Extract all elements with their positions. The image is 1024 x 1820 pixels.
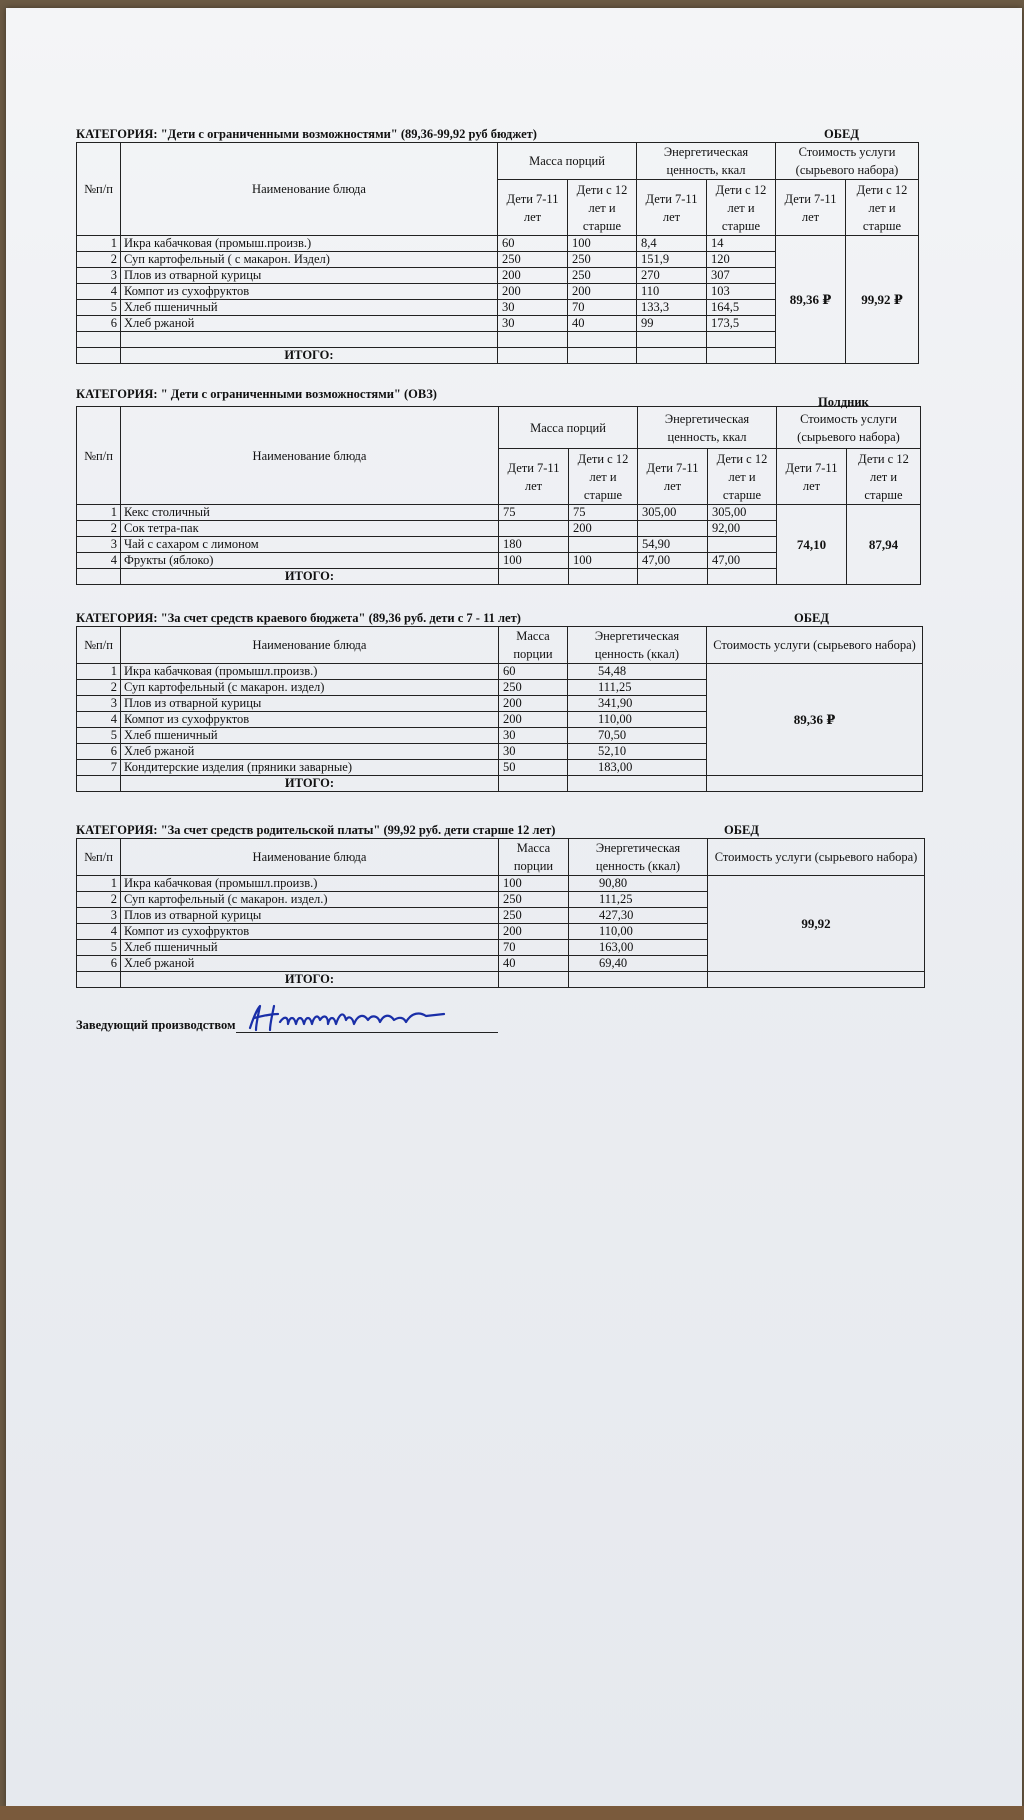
dish-name: Хлеб ржаной — [121, 316, 498, 332]
header-young: Дети 7-11 лет — [637, 180, 707, 236]
mass: 200 — [499, 924, 569, 940]
header-name: Наименование блюда — [121, 143, 498, 236]
header-old: Дети с 12 лет и старше — [847, 449, 921, 505]
energy: 341,90 — [568, 696, 707, 712]
row-num: 7 — [77, 760, 121, 776]
dish-name: Суп картофельный ( с макарон. Издел) — [121, 252, 498, 268]
header-mass: Масса порции — [499, 839, 569, 876]
cost-old: 87,94 — [847, 505, 921, 585]
category-title: КАТЕГОРИЯ: "Дети с ограниченными возможностями" (89,36-99,92 руб бюджет) — [76, 127, 537, 141]
row-num: 3 — [77, 537, 121, 553]
mass-old: 200 — [569, 521, 638, 537]
header-num: №п/п — [77, 407, 121, 505]
header-young: Дети 7-11 лет — [499, 449, 569, 505]
section-title — [76, 610, 916, 626]
header-energy: Энергетическая ценность, ккал — [638, 407, 777, 449]
total-label: ИТОГО: — [121, 569, 499, 585]
row-num: 1 — [77, 236, 121, 252]
dish-name: Кондитерские изделия (пряники заварные) — [121, 760, 499, 776]
header-num: №п/п — [77, 627, 121, 664]
header-num: №п/п — [77, 839, 121, 876]
mass: 250 — [499, 908, 569, 924]
energy: 69,40 — [569, 956, 708, 972]
header-old: Дети с 12 лет и старше — [569, 449, 638, 505]
total-label: ИТОГО: — [121, 776, 499, 792]
energy-young: 110 — [637, 284, 707, 300]
energy: 183,00 — [568, 760, 707, 776]
energy: 427,30 — [569, 908, 708, 924]
energy-old: 103 — [707, 284, 776, 300]
mass-old: 100 — [569, 553, 638, 569]
header-name: Наименование блюда — [121, 839, 499, 876]
header-mass: Масса порции — [499, 627, 568, 664]
dish-name: Икра кабачковая (промышл.произв.) — [121, 876, 499, 892]
energy-old: 120 — [707, 252, 776, 268]
row-num: 2 — [77, 680, 121, 696]
mass-young: 250 — [498, 252, 568, 268]
category-title: КАТЕГОРИЯ: "За счет средств краевого бюджета" (89,36 руб. дети с 7 - 11 лет) — [76, 611, 521, 625]
header-old: Дети с 12 лет и старше — [846, 180, 919, 236]
dish-name: Хлеб ржаной — [121, 956, 499, 972]
energy-young: 270 — [637, 268, 707, 284]
dish-name: Чай с сахаром с лимоном — [121, 537, 499, 553]
mass: 40 — [499, 956, 569, 972]
row-num: 4 — [77, 553, 121, 569]
header-young: Дети 7-11 лет — [776, 180, 846, 236]
signature-field — [236, 1018, 498, 1033]
category-title: КАТЕГОРИЯ: " Дети с ограниченными возможностями" (ОВЗ) — [76, 387, 437, 401]
row-num: 1 — [77, 664, 121, 680]
dish-name: Фрукты (яблоко) — [121, 553, 499, 569]
mass: 100 — [499, 876, 569, 892]
mass-old: 250 — [568, 252, 637, 268]
row-num: 5 — [77, 728, 121, 744]
row-num: 4 — [77, 712, 121, 728]
signature-line — [76, 1018, 498, 1033]
energy-old — [708, 537, 777, 553]
dish-name: Икра кабачковая (промышл.произв.) — [121, 664, 499, 680]
header-mass: Масса порций — [498, 143, 637, 180]
dish-name: Компот из сухофруктов — [121, 924, 499, 940]
mass-young: 30 — [498, 316, 568, 332]
dish-name: Плов из отварной курицы — [121, 268, 498, 284]
section-obed-ovz — [76, 126, 919, 364]
total-row — [77, 972, 925, 988]
total-label: ИТОГО: — [121, 972, 499, 988]
header-cost: Стоимость услуги (сырьевого набора) — [708, 839, 925, 876]
mass-young: 30 — [498, 300, 568, 316]
energy-young: 151,9 — [637, 252, 707, 268]
table-row — [77, 876, 925, 892]
energy-young: 305,00 — [638, 505, 708, 521]
dish-name: Икра кабачковая (промыш.произв.) — [121, 236, 498, 252]
mass-old: 75 — [569, 505, 638, 521]
mass-young: 60 — [498, 236, 568, 252]
energy-old: 164,5 — [707, 300, 776, 316]
mass: 200 — [499, 696, 568, 712]
dish-name: Сок тетра-пак — [121, 521, 499, 537]
signature-label: Заведующий производством — [76, 1018, 236, 1032]
meal-label: Полдник — [818, 395, 869, 409]
header-old: Дети с 12 лет и старше — [707, 180, 776, 236]
mass-old: 100 — [568, 236, 637, 252]
section-title — [76, 822, 916, 838]
mass: 30 — [499, 744, 568, 760]
cost-old: 99,92 ₽ — [846, 236, 919, 364]
energy-young — [638, 521, 708, 537]
mass: 30 — [499, 728, 568, 744]
header-cost: Стоимость услуги (сырьевого набора) — [777, 407, 921, 449]
dish-name: Плов из отварной курицы — [121, 908, 499, 924]
meal-label: ОБЕД — [794, 611, 829, 625]
dish-name: Компот из сухофруктов — [121, 284, 498, 300]
dish-name: Хлеб пшеничный — [121, 300, 498, 316]
row-num: 2 — [77, 521, 121, 537]
mass: 60 — [499, 664, 568, 680]
mass-old: 250 — [568, 268, 637, 284]
energy: 90,80 — [569, 876, 708, 892]
header-young: Дети 7-11 лет — [498, 180, 568, 236]
mass-old: 40 — [568, 316, 637, 332]
row-num: 4 — [77, 284, 121, 300]
energy-young: 99 — [637, 316, 707, 332]
total-label: ИТОГО: — [121, 348, 498, 364]
category-title: КАТЕГОРИЯ: "За счет средств родительской платы" (99,92 руб. дети старше 12 лет) — [76, 823, 556, 837]
mass-young: 75 — [499, 505, 569, 521]
dish-name: Суп картофельный (с макарон. издел.) — [121, 892, 499, 908]
energy: 52,10 — [568, 744, 707, 760]
energy: 110,00 — [569, 924, 708, 940]
menu-table — [76, 406, 921, 585]
row-num: 1 — [77, 876, 121, 892]
energy-old: 47,00 — [708, 553, 777, 569]
energy: 111,25 — [568, 680, 707, 696]
table-row — [77, 505, 921, 521]
menu-table — [76, 838, 925, 988]
meal-label: ОБЕД — [824, 127, 859, 141]
mass-young: 200 — [498, 268, 568, 284]
dish-name: Суп картофельный (с макарон. издел) — [121, 680, 499, 696]
energy-old: 92,00 — [708, 521, 777, 537]
header-energy: Энергетическая ценность, ккал — [637, 143, 776, 180]
row-num: 5 — [77, 300, 121, 316]
row-num: 3 — [77, 696, 121, 712]
cost-young: 74,10 — [777, 505, 847, 585]
mass-young: 200 — [498, 284, 568, 300]
header-cost: Стоимость услуги (сырьевого набора) — [776, 143, 919, 180]
energy-old: 305,00 — [708, 505, 777, 521]
energy-young: 54,90 — [638, 537, 708, 553]
energy-old: 14 — [707, 236, 776, 252]
energy-old: 173,5 — [707, 316, 776, 332]
energy-young: 8,4 — [637, 236, 707, 252]
section-obed-roditel — [76, 822, 925, 988]
energy: 70,50 — [568, 728, 707, 744]
energy: 110,00 — [568, 712, 707, 728]
mass: 70 — [499, 940, 569, 956]
mass: 200 — [499, 712, 568, 728]
energy-young: 47,00 — [638, 553, 708, 569]
dish-name: Хлеб ржаной — [121, 744, 499, 760]
header-name: Наименование блюда — [121, 627, 499, 664]
dish-name: Хлеб пшеничный — [121, 940, 499, 956]
energy-old: 307 — [707, 268, 776, 284]
section-title — [76, 386, 916, 409]
row-num: 1 — [77, 505, 121, 521]
row-num: 6 — [77, 316, 121, 332]
mass-young: 100 — [499, 553, 569, 569]
dish-name: Хлеб пшеничный — [121, 728, 499, 744]
mass: 50 — [499, 760, 568, 776]
mass-old — [569, 537, 638, 553]
menu-table — [76, 626, 923, 792]
energy: 111,25 — [569, 892, 708, 908]
dish-name: Компот из сухофруктов — [121, 712, 499, 728]
table-surface — [0, 1806, 1024, 1820]
row-num: 2 — [77, 892, 121, 908]
header-mass: Масса порций — [499, 407, 638, 449]
table-row — [77, 664, 923, 680]
header-num: №п/п — [77, 143, 121, 236]
mass-old: 70 — [568, 300, 637, 316]
row-num: 3 — [77, 908, 121, 924]
row-num: 5 — [77, 940, 121, 956]
mass: 250 — [499, 892, 569, 908]
energy: 54,48 — [568, 664, 707, 680]
header-cost: Стоимость услуги (сырьевого набора) — [707, 627, 923, 664]
energy: 163,00 — [569, 940, 708, 956]
mass-young — [499, 521, 569, 537]
header-old: Дети с 12 лет и старше — [708, 449, 777, 505]
header-energy: Энергетическая ценность (ккал) — [568, 627, 707, 664]
section-title — [76, 126, 916, 142]
header-young: Дети 7-11 лет — [777, 449, 847, 505]
header-young: Дети 7-11 лет — [638, 449, 708, 505]
meal-label: ОБЕД — [724, 823, 759, 837]
handwritten-signature — [244, 1002, 474, 1034]
row-num: 6 — [77, 744, 121, 760]
total-row — [77, 776, 923, 792]
section-poldnik-ovz — [76, 386, 921, 585]
table-row — [77, 236, 919, 252]
header-old: Дети с 12 лет и старше — [568, 180, 637, 236]
row-num: 3 — [77, 268, 121, 284]
header-name: Наименование блюда — [121, 407, 499, 505]
dish-name: Плов из отварной курицы — [121, 696, 499, 712]
row-num: 4 — [77, 924, 121, 940]
header-energy: Энергетическая ценность (ккал) — [569, 839, 708, 876]
row-num: 2 — [77, 252, 121, 268]
mass-old: 200 — [568, 284, 637, 300]
row-num: 6 — [77, 956, 121, 972]
mass-young: 180 — [499, 537, 569, 553]
section-obed-krai — [76, 610, 923, 792]
cost: 89,36 ₽ — [707, 664, 923, 776]
cost: 99,92 — [708, 876, 925, 972]
cost-young: 89,36 ₽ — [776, 236, 846, 364]
energy-young: 133,3 — [637, 300, 707, 316]
dish-name: Кекс столичный — [121, 505, 499, 521]
menu-table — [76, 142, 919, 364]
mass: 250 — [499, 680, 568, 696]
